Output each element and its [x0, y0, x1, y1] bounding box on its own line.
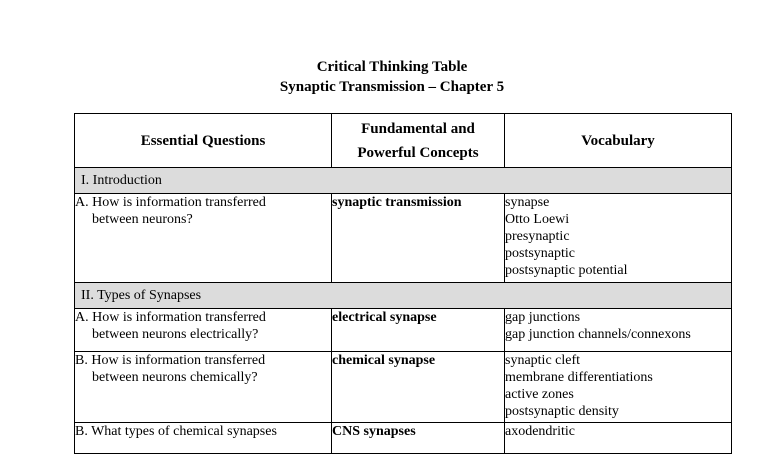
vocab-term: synapse — [505, 195, 550, 210]
vocab-term: gap junctions — [505, 310, 581, 325]
question-line-cont: between neurons? — [92, 212, 193, 227]
header-concepts-line2: Powerful Concepts — [357, 144, 479, 161]
table-row — [75, 309, 732, 352]
vocab-term: membrane differentiations — [505, 370, 653, 385]
essential-question — [75, 194, 332, 283]
essential-question — [75, 309, 332, 352]
section-heading: II. Types of Synapses — [75, 283, 732, 309]
vocab-cell — [505, 194, 732, 283]
concept-cell: synaptic transmission — [332, 194, 505, 283]
vocab-term: postsynaptic potential — [505, 263, 628, 278]
header-essential-questions: Essential Questions — [75, 114, 332, 168]
table-row — [75, 194, 732, 283]
vocab-term: postsynaptic — [505, 246, 575, 261]
question-line-cont: between neurons chemically? — [92, 370, 258, 385]
document-title: Critical Thinking Table — [316, 59, 468, 75]
concept-cell: electrical synapse — [332, 309, 505, 352]
question-line: B. How is information transferred — [75, 353, 266, 368]
essential-question — [75, 423, 332, 454]
concept-cell: chemical synapse — [332, 352, 505, 423]
vocab-cell — [505, 423, 732, 454]
header-concepts-line1: Fundamental and — [361, 120, 475, 137]
vocab-term: presynaptic — [505, 229, 570, 244]
vocab-term: synaptic cleft — [505, 353, 581, 368]
critical-thinking-table — [74, 113, 732, 454]
essential-question — [75, 352, 332, 423]
vocab-term: active zones — [505, 387, 574, 402]
concept-cell: CNS synapses — [332, 423, 505, 454]
table-row — [75, 352, 732, 423]
table-header-row — [75, 114, 732, 168]
vocab-term: postsynaptic density — [505, 404, 619, 419]
question-line: A. How is information transferred — [75, 310, 266, 325]
vocab-term: Otto Loewi — [505, 212, 570, 227]
table-row — [75, 423, 732, 454]
header-concepts — [332, 114, 505, 168]
question-line: A. How is information transferred — [75, 195, 266, 210]
section-row — [75, 168, 732, 194]
header-vocabulary: Vocabulary — [505, 114, 732, 168]
vocab-cell — [505, 352, 732, 423]
question-line: B. What types of chemical synapses — [75, 424, 277, 439]
vocab-cell — [505, 309, 732, 352]
vocab-term: gap junction channels/connexons — [505, 327, 691, 342]
question-line-cont: between neurons electrically? — [92, 327, 259, 342]
vocab-term: axodendritic — [505, 424, 575, 439]
section-heading: I. Introduction — [75, 168, 732, 194]
section-row — [75, 283, 732, 309]
document-subtitle: Synaptic Transmission – Chapter 5 — [279, 79, 505, 95]
